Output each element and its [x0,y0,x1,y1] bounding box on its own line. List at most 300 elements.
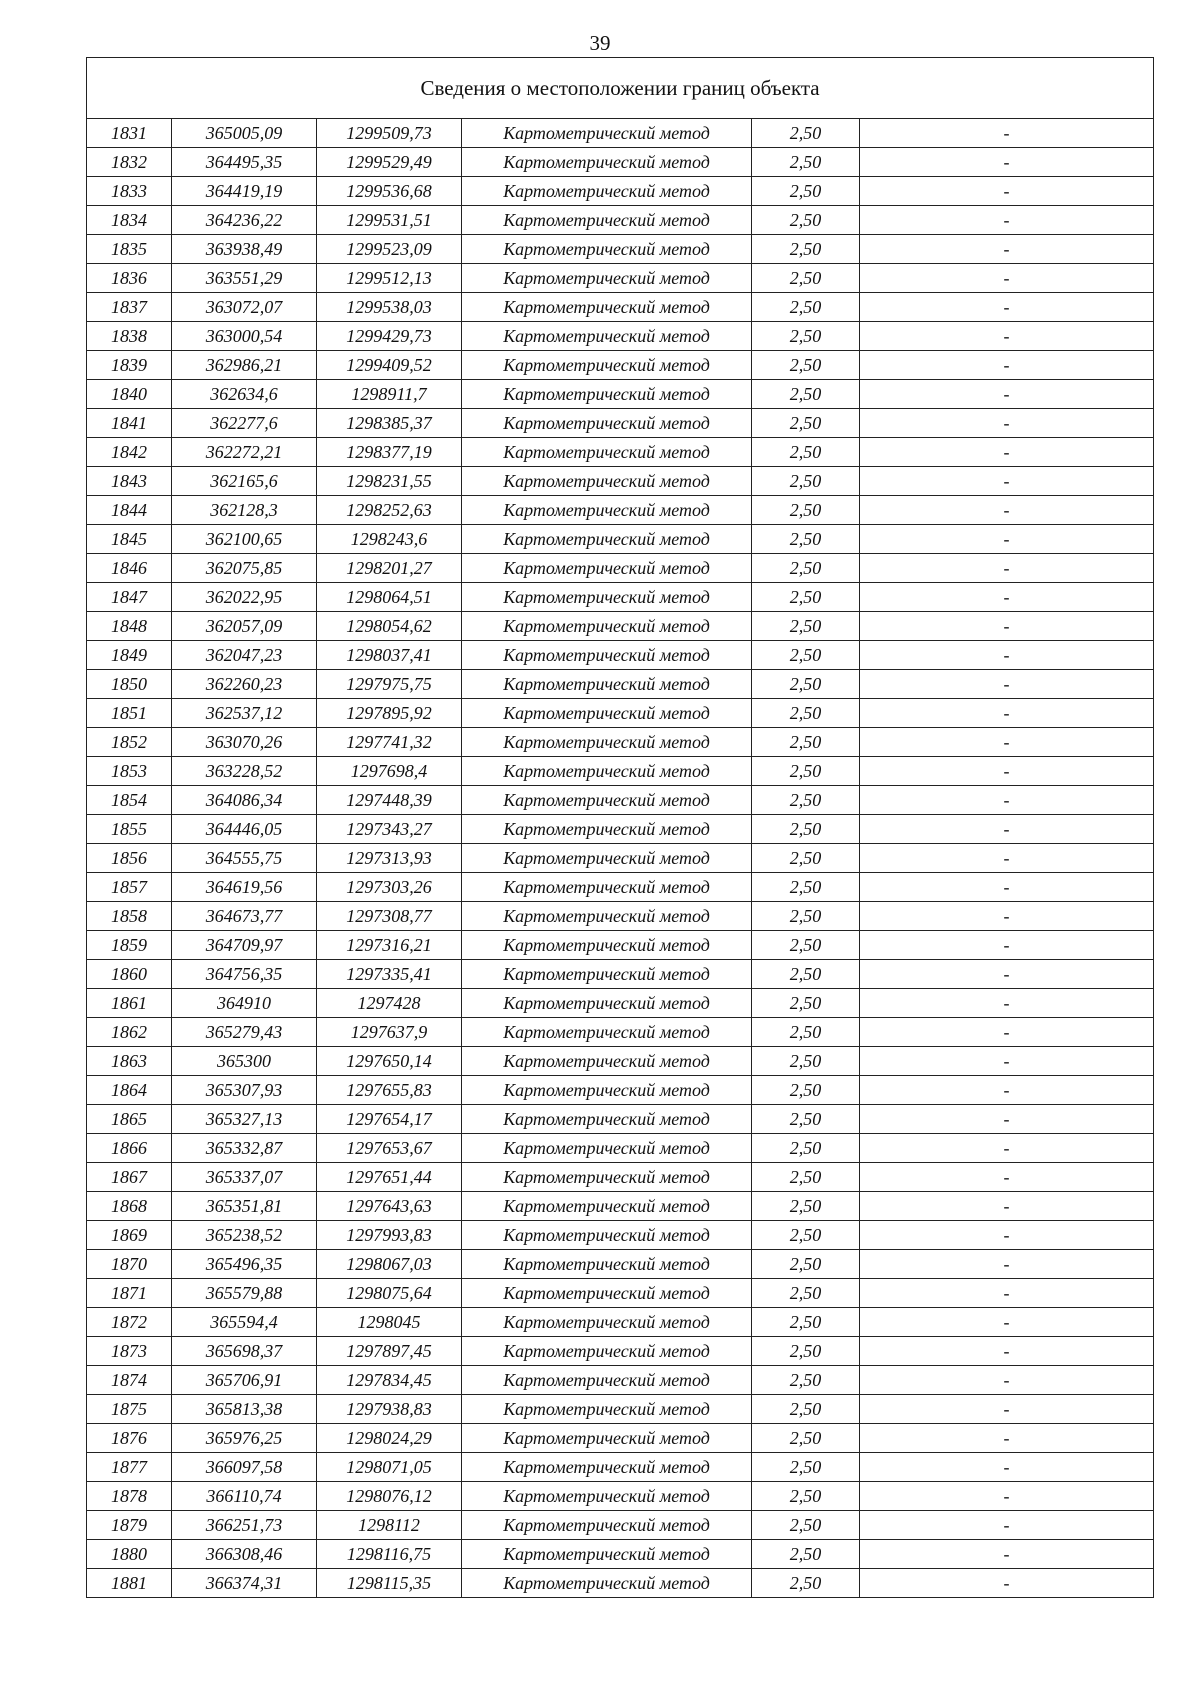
accuracy-cell: 2,50 [752,815,860,844]
point-number-cell: 1853 [87,757,172,786]
accuracy-cell: 2,50 [752,931,860,960]
method-cell: Картометрический метод [462,496,752,525]
x-coordinate-cell: 365496,35 [172,1250,317,1279]
accuracy-cell: 2,50 [752,1192,860,1221]
table-row [87,583,1154,612]
y-coordinate-cell: 1299429,73 [317,322,462,351]
y-coordinate-cell: 1297343,27 [317,815,462,844]
x-coordinate-cell: 364555,75 [172,844,317,873]
y-coordinate-cell: 1297448,39 [317,786,462,815]
x-coordinate-cell: 363938,49 [172,235,317,264]
accuracy-cell: 2,50 [752,1105,860,1134]
description-cell: - [860,844,1154,873]
accuracy-cell: 2,50 [752,467,860,496]
x-coordinate-cell: 365337,07 [172,1163,317,1192]
x-coordinate-cell: 362634,6 [172,380,317,409]
accuracy-cell: 2,50 [752,1250,860,1279]
accuracy-cell: 2,50 [752,786,860,815]
table-row [87,786,1154,815]
accuracy-cell: 2,50 [752,1337,860,1366]
method-cell: Картометрический метод [462,206,752,235]
method-cell: Картометрический метод [462,1192,752,1221]
y-coordinate-cell: 1298116,75 [317,1540,462,1569]
y-coordinate-cell: 1297741,32 [317,728,462,757]
x-coordinate-cell: 365706,91 [172,1366,317,1395]
table-row [87,1366,1154,1395]
method-cell: Картометрический метод [462,1018,752,1047]
table-row [87,1395,1154,1424]
y-coordinate-cell: 1298911,7 [317,380,462,409]
x-coordinate-cell: 365307,93 [172,1076,317,1105]
point-number-cell: 1877 [87,1453,172,1482]
table-row [87,1250,1154,1279]
y-coordinate-cell: 1298054,62 [317,612,462,641]
method-cell: Картометрический метод [462,815,752,844]
point-number-cell: 1844 [87,496,172,525]
x-coordinate-cell: 365238,52 [172,1221,317,1250]
method-cell: Картометрический метод [462,119,752,148]
table-row [87,1511,1154,1540]
method-cell: Картометрический метод [462,873,752,902]
y-coordinate-cell: 1297335,41 [317,960,462,989]
point-number-cell: 1878 [87,1482,172,1511]
method-cell: Картометрический метод [462,351,752,380]
table-row [87,293,1154,322]
table-row [87,873,1154,902]
accuracy-cell: 2,50 [752,438,860,467]
point-number-cell: 1859 [87,931,172,960]
x-coordinate-cell: 364446,05 [172,815,317,844]
accuracy-cell: 2,50 [752,264,860,293]
description-cell: - [860,177,1154,206]
point-number-cell: 1836 [87,264,172,293]
description-cell: - [860,322,1154,351]
x-coordinate-cell: 363551,29 [172,264,317,293]
x-coordinate-cell: 364619,56 [172,873,317,902]
point-number-cell: 1831 [87,119,172,148]
method-cell: Картометрический метод [462,728,752,757]
point-number-cell: 1849 [87,641,172,670]
point-number-cell: 1845 [87,525,172,554]
method-cell: Картометрический метод [462,1337,752,1366]
x-coordinate-cell: 366097,58 [172,1453,317,1482]
y-coordinate-cell: 1299523,09 [317,235,462,264]
description-cell: - [860,815,1154,844]
y-coordinate-cell: 1297650,14 [317,1047,462,1076]
method-cell: Картометрический метод [462,1453,752,1482]
accuracy-cell: 2,50 [752,1482,860,1511]
x-coordinate-cell: 365813,38 [172,1395,317,1424]
x-coordinate-cell: 365279,43 [172,1018,317,1047]
method-cell: Картометрический метод [462,409,752,438]
description-cell: - [860,525,1154,554]
point-number-cell: 1838 [87,322,172,351]
point-number-cell: 1880 [87,1540,172,1569]
method-cell: Картометрический метод [462,525,752,554]
point-number-cell: 1848 [87,612,172,641]
accuracy-cell: 2,50 [752,989,860,1018]
point-number-cell: 1864 [87,1076,172,1105]
y-coordinate-cell: 1297316,21 [317,931,462,960]
method-cell: Картометрический метод [462,1250,752,1279]
method-cell: Картометрический метод [462,1569,752,1598]
x-coordinate-cell: 365332,87 [172,1134,317,1163]
method-cell: Картометрический метод [462,989,752,1018]
point-number-cell: 1876 [87,1424,172,1453]
method-cell: Картометрический метод [462,641,752,670]
point-number-cell: 1867 [87,1163,172,1192]
y-coordinate-cell: 1298115,35 [317,1569,462,1598]
x-coordinate-cell: 363228,52 [172,757,317,786]
description-cell: - [860,699,1154,728]
description-cell: - [860,1453,1154,1482]
description-cell: - [860,728,1154,757]
description-cell: - [860,1076,1154,1105]
x-coordinate-cell: 362537,12 [172,699,317,728]
y-coordinate-cell: 1299409,52 [317,351,462,380]
accuracy-cell: 2,50 [752,293,860,322]
accuracy-cell: 2,50 [752,177,860,206]
accuracy-cell: 2,50 [752,119,860,148]
y-coordinate-cell: 1299512,13 [317,264,462,293]
point-number-cell: 1840 [87,380,172,409]
y-coordinate-cell: 1298024,29 [317,1424,462,1453]
table-row [87,1540,1154,1569]
point-number-cell: 1842 [87,438,172,467]
point-number-cell: 1866 [87,1134,172,1163]
table-row [87,467,1154,496]
method-cell: Картометрический метод [462,1105,752,1134]
y-coordinate-cell: 1297308,77 [317,902,462,931]
table-row [87,1279,1154,1308]
x-coordinate-cell: 364495,35 [172,148,317,177]
x-coordinate-cell: 366110,74 [172,1482,317,1511]
table-title: Сведения о местоположении границ объекта [87,58,1154,119]
point-number-cell: 1858 [87,902,172,931]
y-coordinate-cell: 1297698,4 [317,757,462,786]
accuracy-cell: 2,50 [752,902,860,931]
accuracy-cell: 2,50 [752,525,860,554]
x-coordinate-cell: 365976,25 [172,1424,317,1453]
point-number-cell: 1856 [87,844,172,873]
accuracy-cell: 2,50 [752,757,860,786]
x-coordinate-cell: 362128,3 [172,496,317,525]
table-row [87,1018,1154,1047]
page-number: 39 [589,31,611,55]
description-cell: - [860,1163,1154,1192]
method-cell: Картометрический метод [462,1511,752,1540]
y-coordinate-cell: 1298377,19 [317,438,462,467]
point-number-cell: 1852 [87,728,172,757]
y-coordinate-cell: 1298385,37 [317,409,462,438]
y-coordinate-cell: 1297653,67 [317,1134,462,1163]
x-coordinate-cell: 366251,73 [172,1511,317,1540]
method-cell: Картометрический метод [462,612,752,641]
point-number-cell: 1863 [87,1047,172,1076]
description-cell: - [860,960,1154,989]
table-row [87,728,1154,757]
table-row [87,670,1154,699]
table-row [87,612,1154,641]
description-cell: - [860,1250,1154,1279]
table-body [87,58,1154,1598]
accuracy-cell: 2,50 [752,1511,860,1540]
method-cell: Картометрический метод [462,1279,752,1308]
method-cell: Картометрический метод [462,293,752,322]
accuracy-cell: 2,50 [752,1453,860,1482]
description-cell: - [860,1134,1154,1163]
description-cell: - [860,786,1154,815]
description-cell: - [860,612,1154,641]
table-row [87,641,1154,670]
x-coordinate-cell: 364236,22 [172,206,317,235]
y-coordinate-cell: 1297637,9 [317,1018,462,1047]
point-number-cell: 1857 [87,873,172,902]
description-cell: - [860,264,1154,293]
method-cell: Картометрический метод [462,1134,752,1163]
method-cell: Картометрический метод [462,438,752,467]
y-coordinate-cell: 1297643,63 [317,1192,462,1221]
y-coordinate-cell: 1298071,05 [317,1453,462,1482]
x-coordinate-cell: 364086,34 [172,786,317,815]
description-cell: - [860,1366,1154,1395]
method-cell: Картометрический метод [462,322,752,351]
point-number-cell: 1872 [87,1308,172,1337]
y-coordinate-cell: 1298112 [317,1511,462,1540]
description-cell: - [860,351,1154,380]
x-coordinate-cell: 362986,21 [172,351,317,380]
y-coordinate-cell: 1297897,45 [317,1337,462,1366]
method-cell: Картометрический метод [462,1221,752,1250]
description-cell: - [860,873,1154,902]
method-cell: Картометрический метод [462,1163,752,1192]
description-cell: - [860,148,1154,177]
x-coordinate-cell: 365579,88 [172,1279,317,1308]
x-coordinate-cell: 362277,6 [172,409,317,438]
accuracy-cell: 2,50 [752,641,860,670]
description-cell: - [860,1482,1154,1511]
x-coordinate-cell: 364756,35 [172,960,317,989]
accuracy-cell: 2,50 [752,1366,860,1395]
table-title-row [87,58,1154,119]
table-row [87,525,1154,554]
table-row [87,380,1154,409]
x-coordinate-cell: 365005,09 [172,119,317,148]
accuracy-cell: 2,50 [752,1163,860,1192]
point-number-cell: 1874 [87,1366,172,1395]
x-coordinate-cell: 365300 [172,1047,317,1076]
method-cell: Картометрический метод [462,960,752,989]
point-number-cell: 1832 [87,148,172,177]
accuracy-cell: 2,50 [752,583,860,612]
x-coordinate-cell: 365698,37 [172,1337,317,1366]
point-number-cell: 1835 [87,235,172,264]
table-row [87,1424,1154,1453]
method-cell: Картометрический метод [462,786,752,815]
method-cell: Картометрический метод [462,1366,752,1395]
accuracy-cell: 2,50 [752,206,860,235]
point-number-cell: 1868 [87,1192,172,1221]
accuracy-cell: 2,50 [752,148,860,177]
table-row [87,1192,1154,1221]
description-cell: - [860,931,1154,960]
table-row [87,1453,1154,1482]
description-cell: - [860,1424,1154,1453]
method-cell: Картометрический метод [462,699,752,728]
table-row [87,351,1154,380]
y-coordinate-cell: 1297654,17 [317,1105,462,1134]
accuracy-cell: 2,50 [752,873,860,902]
accuracy-cell: 2,50 [752,322,860,351]
point-number-cell: 1875 [87,1395,172,1424]
y-coordinate-cell: 1297975,75 [317,670,462,699]
description-cell: - [860,670,1154,699]
description-cell: - [860,989,1154,1018]
table-row [87,815,1154,844]
x-coordinate-cell: 362100,65 [172,525,317,554]
x-coordinate-cell: 362272,21 [172,438,317,467]
method-cell: Картометрический метод [462,583,752,612]
method-cell: Картометрический метод [462,467,752,496]
table-row [87,438,1154,467]
description-cell: - [860,583,1154,612]
x-coordinate-cell: 364673,77 [172,902,317,931]
accuracy-cell: 2,50 [752,1047,860,1076]
point-number-cell: 1847 [87,583,172,612]
point-number-cell: 1870 [87,1250,172,1279]
point-number-cell: 1843 [87,467,172,496]
description-cell: - [860,1308,1154,1337]
accuracy-cell: 2,50 [752,380,860,409]
point-number-cell: 1841 [87,409,172,438]
x-coordinate-cell: 364709,97 [172,931,317,960]
description-cell: - [860,1395,1154,1424]
y-coordinate-cell: 1297428 [317,989,462,1018]
description-cell: - [860,757,1154,786]
table-row [87,931,1154,960]
y-coordinate-cell: 1297313,93 [317,844,462,873]
table-row [87,1134,1154,1163]
description-cell: - [860,1569,1154,1598]
description-cell: - [860,554,1154,583]
description-cell: - [860,467,1154,496]
y-coordinate-cell: 1299531,51 [317,206,462,235]
y-coordinate-cell: 1297895,92 [317,699,462,728]
y-coordinate-cell: 1298064,51 [317,583,462,612]
table-row [87,1076,1154,1105]
x-coordinate-cell: 364910 [172,989,317,1018]
point-number-cell: 1871 [87,1279,172,1308]
y-coordinate-cell: 1299509,73 [317,119,462,148]
description-cell: - [860,1221,1154,1250]
accuracy-cell: 2,50 [752,1134,860,1163]
point-number-cell: 1839 [87,351,172,380]
table-row [87,960,1154,989]
x-coordinate-cell: 362075,85 [172,554,317,583]
method-cell: Картометрический метод [462,757,752,786]
y-coordinate-cell: 1298037,41 [317,641,462,670]
table-row [87,699,1154,728]
point-number-cell: 1850 [87,670,172,699]
accuracy-cell: 2,50 [752,1018,860,1047]
description-cell: - [860,119,1154,148]
description-cell: - [860,293,1154,322]
description-cell: - [860,1337,1154,1366]
accuracy-cell: 2,50 [752,409,860,438]
point-number-cell: 1837 [87,293,172,322]
table-row [87,1482,1154,1511]
accuracy-cell: 2,50 [752,960,860,989]
x-coordinate-cell: 365327,13 [172,1105,317,1134]
x-coordinate-cell: 364419,19 [172,177,317,206]
description-cell: - [860,902,1154,931]
accuracy-cell: 2,50 [752,1569,860,1598]
point-number-cell: 1861 [87,989,172,1018]
description-cell: - [860,206,1154,235]
point-number-cell: 1851 [87,699,172,728]
point-number-cell: 1869 [87,1221,172,1250]
table-row [87,902,1154,931]
description-cell: - [860,1018,1154,1047]
x-coordinate-cell: 363000,54 [172,322,317,351]
y-coordinate-cell: 1297655,83 [317,1076,462,1105]
accuracy-cell: 2,50 [752,612,860,641]
y-coordinate-cell: 1299538,03 [317,293,462,322]
table-row [87,264,1154,293]
description-cell: - [860,380,1154,409]
accuracy-cell: 2,50 [752,351,860,380]
x-coordinate-cell: 365351,81 [172,1192,317,1221]
table-row [87,844,1154,873]
method-cell: Картометрический метод [462,1482,752,1511]
x-coordinate-cell: 366308,46 [172,1540,317,1569]
y-coordinate-cell: 1298075,64 [317,1279,462,1308]
method-cell: Картометрический метод [462,1308,752,1337]
point-number-cell: 1879 [87,1511,172,1540]
method-cell: Картометрический метод [462,1540,752,1569]
y-coordinate-cell: 1298076,12 [317,1482,462,1511]
accuracy-cell: 2,50 [752,1308,860,1337]
x-coordinate-cell: 363070,26 [172,728,317,757]
table-row [87,322,1154,351]
table-row [87,1221,1154,1250]
y-coordinate-cell: 1297303,26 [317,873,462,902]
y-coordinate-cell: 1298067,03 [317,1250,462,1279]
accuracy-cell: 2,50 [752,844,860,873]
method-cell: Картометрический метод [462,264,752,293]
table-row [87,1569,1154,1598]
method-cell: Картометрический метод [462,1395,752,1424]
point-number-cell: 1860 [87,960,172,989]
table-row [87,206,1154,235]
method-cell: Картометрический метод [462,177,752,206]
description-cell: - [860,1540,1154,1569]
accuracy-cell: 2,50 [752,1221,860,1250]
y-coordinate-cell: 1297938,83 [317,1395,462,1424]
description-cell: - [860,496,1154,525]
table-row [87,1047,1154,1076]
table-row [87,119,1154,148]
accuracy-cell: 2,50 [752,1424,860,1453]
y-coordinate-cell: 1298252,63 [317,496,462,525]
y-coordinate-cell: 1298201,27 [317,554,462,583]
point-number-cell: 1881 [87,1569,172,1598]
description-cell: - [860,1192,1154,1221]
accuracy-cell: 2,50 [752,496,860,525]
table-row [87,235,1154,264]
table-row [87,989,1154,1018]
boundary-coordinates-table [86,57,1154,1598]
